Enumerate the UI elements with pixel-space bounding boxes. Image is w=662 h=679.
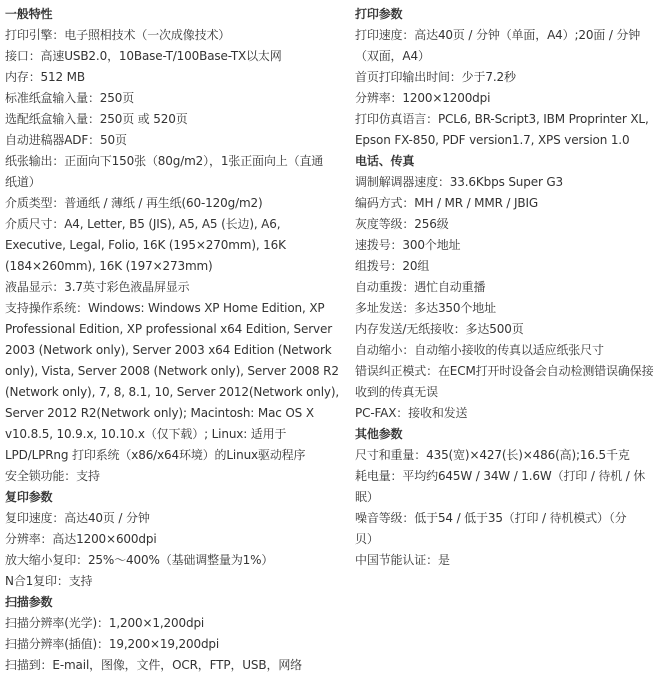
spec-line: 首页打印输出时间：少于7.2秒 bbox=[355, 70, 516, 84]
spec-line: 分辨率：1200×1200dpi bbox=[355, 91, 491, 105]
spec-line: 安全锁功能：支持 bbox=[5, 469, 100, 483]
spec-line: 复印速度：高达40页 / 分钟 bbox=[5, 511, 150, 525]
spec-line: LPD/LPRng 打印系统（x86/x64环境）的Linux驱动程序 bbox=[5, 448, 306, 462]
spec-line: (Network only), 7, 8, 8.1, 10, Server 2012(Network only), bbox=[5, 385, 340, 399]
spec-line: Server 2012 R2(Network only); Macintosh: Mac OS X bbox=[5, 406, 314, 420]
spec-line: 耗电量：平均约645W / 34W / 1.6W（打印 / 待机 / 休 bbox=[355, 469, 646, 483]
spec-line: 纸道） bbox=[5, 175, 41, 189]
spec-line: 调制解调器速度：33.6Kbps Super G3 bbox=[355, 175, 564, 189]
spec-line: 选配纸盒输入量：250页 或 520页 bbox=[5, 112, 188, 126]
spec-line: 贝） bbox=[355, 532, 379, 546]
spec-line: 自动进稿器ADF：50页 bbox=[5, 133, 127, 147]
spec-line: 打印速度：高达40页 / 分钟（单面，A4）;20面 / 分钟 bbox=[355, 28, 641, 42]
spec-line: 介质类型：普通纸 / 薄纸 / 再生纸(60-120g/m2) bbox=[5, 196, 263, 210]
spec-line: 尺寸和重量：435(宽)×427(长)×486(高);16.5千克 bbox=[355, 448, 630, 462]
spec-column-left bbox=[5, 4, 340, 676]
spec-line: 内存：512 MB bbox=[5, 70, 85, 84]
spec-line: 分辨率：高达1200×600dpi bbox=[5, 532, 157, 546]
spec-column-right bbox=[355, 4, 657, 571]
spec-line: v10.8.5, 10.9.x, 10.10.x（仅下载）; Linux: 适用于 bbox=[5, 427, 287, 441]
spec-line: 收到的传真无误 bbox=[355, 385, 438, 399]
spec-line: 打印仿真语言：PCL6, BR-Script3, IBM Proprinter XL, bbox=[355, 112, 649, 126]
spec-line: 自动缩小：自动缩小接收的传真以适应纸张尺寸 bbox=[355, 343, 604, 357]
spec-line: N合1复印：支持 bbox=[5, 574, 93, 588]
spec-line: 眠） bbox=[355, 490, 379, 504]
section-heading: 复印参数 bbox=[5, 490, 53, 504]
spec-line: 放大缩小复印：25%～400%（基础调整量为1%） bbox=[5, 553, 274, 567]
spec-line: 速拨号：300个地址 bbox=[355, 238, 461, 252]
spec-line: （双面，A4） bbox=[355, 49, 430, 63]
section-heading: 扫描参数 bbox=[5, 595, 53, 609]
section-heading: 电话、传真 bbox=[355, 154, 415, 168]
spec-line: 多址发送：多达350个地址 bbox=[355, 301, 496, 315]
spec-line: Executive, Legal, Folio, 16K (195×270mm), 16K bbox=[5, 238, 286, 252]
spec-line: 编码方式：MH / MR / MMR / JBIG bbox=[355, 196, 538, 210]
spec-line: 内存发送/无纸接收：多达500页 bbox=[355, 322, 524, 336]
spec-line: 中国节能认证：是 bbox=[355, 553, 450, 567]
spec-line: 扫描分辨率(光学)：1,200×1,200dpi bbox=[5, 616, 205, 630]
section-heading: 打印参数 bbox=[355, 7, 403, 21]
spec-line: 组拨号：20组 bbox=[355, 259, 430, 273]
spec-line: 打印引擎：电子照相技术（一次成像技术） bbox=[5, 28, 231, 42]
spec-line: Epson FX-850, PDF version1.7, XPS version 1.0 bbox=[355, 133, 630, 147]
spec-line: PC-FAX：接收和发送 bbox=[355, 406, 468, 420]
spec-line: 扫描分辨率(插值)：19,200×19,200dpi bbox=[5, 637, 220, 651]
spec-line: 2003 (Network only), Server 2003 x64 Edition (Network bbox=[5, 343, 332, 357]
spec-line: only), Vista, Server 2008 (Network only), Server 2008 R2 bbox=[5, 364, 339, 378]
spec-line: 液晶显示：3.7英寸彩色液晶屏显示 bbox=[5, 280, 190, 294]
spec-line: 纸张输出：正面向下150张（80g/m2），1张正面向上（直通 bbox=[5, 154, 324, 168]
spec-line: 标准纸盒输入量：250页 bbox=[5, 91, 135, 105]
spec-line: (184×260mm), 16K (197×273mm) bbox=[5, 259, 213, 273]
section-heading: 其他参数 bbox=[355, 427, 403, 441]
spec-line: 介质尺寸：A4, Letter, B5 (JIS), A5, A5 (长边), A6, bbox=[5, 217, 281, 231]
spec-line: 错误纠正模式：在ECM打开时设备会自动检测错误确保接 bbox=[355, 364, 654, 378]
spec-line: 噪音等级：低于54 / 低于35（打印 / 待机模式）（分 bbox=[355, 511, 627, 525]
spec-line: 接口：高速USB2.0，10Base-T/100Base-TX以太网 bbox=[5, 49, 282, 63]
spec-line: 自动重拨：遇忙自动重播 bbox=[355, 280, 486, 294]
spec-line: 扫描到：E-mail，图像，文件，OCR，FTP，USB，网络 bbox=[5, 658, 303, 672]
spec-line: 灰度等级：256级 bbox=[355, 217, 449, 231]
spec-line: 支持操作系统：Windows: Windows XP Home Edition, XP bbox=[5, 301, 325, 315]
section-heading: 一般特性 bbox=[5, 7, 53, 21]
spec-line: Professional Edition, XP professional x64 Edition, Server bbox=[5, 322, 333, 336]
